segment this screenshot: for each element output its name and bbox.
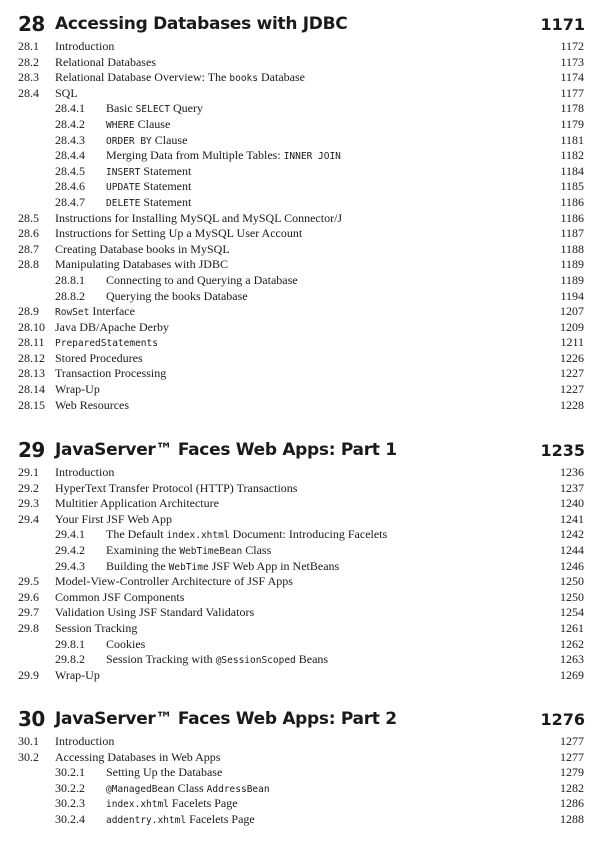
section-title — [106, 273, 298, 289]
toc-section-row — [0, 320, 600, 336]
section-title — [106, 796, 238, 813]
title-text: Connecting to and Querying a Database — [106, 272, 298, 287]
code-term: WebTimeBean — [179, 545, 243, 557]
toc-subsection-row — [0, 101, 600, 117]
page-number: 1187 — [560, 226, 584, 241]
section-title — [106, 637, 145, 653]
toc-subsection-row — [0, 796, 600, 812]
title-text: Introduction — [55, 39, 115, 53]
toc-section-row — [0, 512, 600, 528]
toc-section-row — [0, 574, 600, 590]
section-title — [55, 621, 137, 637]
section-number: 28.4 — [18, 85, 39, 100]
toc-subsection-row — [0, 164, 600, 180]
title-text: Database — [258, 70, 305, 85]
code-term: index.xhtml — [166, 530, 230, 542]
page-number: 1227 — [560, 382, 584, 397]
section-number: 28.5 — [18, 210, 39, 225]
title-text: Transaction Processing — [55, 366, 167, 381]
chapter-title: JavaServer™ Faces Web Apps: Part 1 — [55, 440, 397, 460]
toc-subsection-row — [0, 289, 600, 305]
section-title — [55, 398, 129, 414]
title-text: SQL — [55, 85, 78, 100]
section-number: 29.1 — [18, 465, 39, 479]
toc-subsection-row — [0, 133, 600, 149]
toc-section-row — [0, 481, 600, 497]
title-text: Instructions for Installing MySQL and MySQL Connector/J — [55, 210, 343, 225]
chapter-entries — [0, 734, 600, 828]
section-title — [55, 574, 293, 590]
code-term: DELETE — [106, 197, 141, 209]
chapter-number: 28 — [18, 12, 45, 36]
title-text: HyperText Transfer Protocol (HTTP) Transactions — [55, 480, 298, 495]
toc-subsection-row — [0, 179, 600, 195]
toc-subsection-row — [0, 652, 600, 668]
page-number: 1207 — [560, 304, 584, 319]
section-title — [55, 351, 143, 367]
chapter-entries — [0, 465, 600, 683]
page-number: 1211 — [560, 335, 584, 350]
section-title — [55, 465, 114, 481]
chapter-page: 1276 — [540, 710, 585, 729]
title-text: in MySQL — [174, 241, 230, 256]
page-number: 1250 — [560, 589, 584, 604]
page-number: 1228 — [560, 397, 584, 412]
title-text: Class — [242, 542, 272, 557]
chapter-29 — [0, 438, 600, 683]
toc-section-row — [0, 39, 600, 55]
section-title — [55, 750, 220, 766]
code-term: SELECT — [135, 104, 170, 116]
code-term: AddressBean — [206, 783, 270, 795]
section-title — [55, 366, 166, 382]
toc-section-row — [0, 70, 600, 86]
code-term: RowSet — [55, 307, 90, 319]
section-number: 28.4.4 — [55, 148, 85, 163]
page-number: 1186 — [560, 210, 584, 225]
page-number: 1279 — [560, 765, 584, 780]
toc-subsection-row — [0, 543, 600, 559]
section-number: 28.14 — [18, 382, 45, 397]
chapter-number: 29 — [18, 438, 45, 462]
title-text: Relational Databases — [55, 54, 156, 69]
section-number: 28.6 — [18, 226, 39, 241]
section-number: 30.2.2 — [55, 780, 85, 795]
title-text: Statement — [140, 179, 192, 194]
section-title — [106, 652, 328, 669]
chapter-title: JavaServer™ Faces Web Apps: Part 2 — [55, 709, 397, 729]
title-text: Setting Up the Database — [106, 765, 223, 780]
chapter-page: 1171 — [540, 15, 585, 34]
title-text: Statement — [140, 194, 192, 209]
code-term: WHERE — [106, 119, 135, 131]
page-number: 1237 — [560, 480, 584, 495]
chapter-heading — [0, 438, 600, 465]
section-number: 29.2 — [18, 480, 39, 495]
toc-section-row — [0, 605, 600, 621]
title-text: Clause — [134, 116, 171, 131]
code-term: INSERT — [106, 166, 141, 178]
section-title — [55, 320, 169, 336]
page-number: 1227 — [560, 366, 584, 381]
section-number: 29.4.2 — [55, 542, 85, 557]
section-title — [55, 605, 254, 621]
section-title — [106, 527, 387, 544]
section-number: 28.2 — [18, 54, 39, 69]
code-term: index.xhtml — [106, 799, 169, 811]
title-text: Manipulating Databases with JDBC — [55, 257, 228, 272]
page-number: 1194 — [560, 288, 584, 303]
title-text: Interface — [89, 304, 135, 319]
page-number: 1188 — [560, 241, 584, 256]
page-number: 1269 — [560, 667, 584, 682]
page-number: 1226 — [560, 350, 584, 365]
toc-section-row — [0, 590, 600, 606]
chapter-page: 1235 — [540, 441, 585, 460]
section-title — [55, 242, 230, 258]
toc-section-row — [0, 668, 600, 684]
section-number: 28.13 — [18, 366, 45, 381]
section-title — [55, 211, 342, 227]
title-text: Class — [174, 780, 207, 795]
section-title — [55, 226, 302, 242]
section-number: 30.2.4 — [55, 811, 85, 826]
title-text: Common JSF Components — [55, 589, 185, 604]
toc-section-row — [0, 382, 600, 398]
title-text: Instructions for Setting Up a MySQL User Account — [55, 226, 303, 241]
title-text: Facelets Page — [168, 796, 238, 811]
toc-subsection-row — [0, 781, 600, 797]
title-text: books — [146, 241, 175, 256]
toc-subsection-row — [0, 148, 600, 164]
title-text: The Default — [106, 527, 167, 542]
toc-section-row — [0, 335, 600, 351]
code-term: addentry.xhtml — [106, 814, 187, 826]
toc-section-row — [0, 621, 600, 637]
chapter-title: Accessing Databases with JDBC — [55, 14, 348, 34]
title-text: Wrap-Up — [55, 382, 100, 397]
toc-section-row — [0, 242, 600, 258]
section-title — [106, 164, 191, 181]
section-title — [106, 101, 203, 118]
section-title — [106, 543, 271, 560]
page-number: 1254 — [560, 605, 584, 620]
code-term: @ManagedBean — [106, 783, 175, 795]
page-number: 1263 — [560, 652, 584, 667]
section-title — [55, 70, 305, 87]
page-number: 1174 — [560, 70, 584, 85]
section-title — [55, 590, 184, 606]
title-text: Querying the — [106, 288, 172, 303]
title-text: Introduction — [55, 734, 115, 748]
section-title — [106, 117, 170, 134]
section-title — [55, 496, 219, 512]
section-number: 28.4.6 — [55, 179, 85, 194]
code-term: INNER JOIN — [283, 151, 341, 163]
title-text: Web Resources — [55, 397, 130, 412]
title-text: Accessing Databases in Web Apps — [55, 749, 221, 764]
page-number: 1172 — [560, 39, 584, 53]
section-number: 29.4.1 — [55, 527, 85, 542]
page-number: 1277 — [560, 734, 584, 748]
section-title — [55, 668, 100, 684]
section-number: 29.6 — [18, 589, 39, 604]
page-number: 1184 — [560, 163, 584, 178]
section-number: 28.4.3 — [55, 132, 85, 147]
title-text: books — [171, 288, 201, 303]
section-title — [106, 133, 187, 150]
toc-subsection-row — [0, 195, 600, 211]
section-number: 28.8 — [18, 257, 39, 272]
section-title — [55, 734, 114, 750]
section-number: 28.7 — [18, 241, 39, 256]
section-title — [55, 335, 158, 352]
toc-section-row — [0, 366, 600, 382]
page-number: 1241 — [560, 511, 584, 526]
title-text: Basic — [106, 101, 136, 116]
page-number: 1286 — [560, 796, 584, 811]
toc-section-row — [0, 351, 600, 367]
chapter-heading — [0, 707, 600, 734]
title-text: Query — [170, 101, 203, 116]
section-title — [55, 39, 114, 55]
page-number: 1177 — [560, 85, 584, 100]
chapter-number: 30 — [18, 707, 45, 731]
page-number: 1209 — [560, 319, 584, 334]
toc-subsection-row — [0, 559, 600, 575]
toc-subsection-row — [0, 812, 600, 828]
title-text: Merging Data from Multiple Tables: — [106, 148, 284, 163]
section-title — [106, 289, 248, 305]
title-text: Session Tracking with — [106, 652, 216, 667]
section-title — [55, 481, 297, 497]
toc-section-row — [0, 86, 600, 102]
chapter-28 — [0, 12, 600, 413]
page-number: 1186 — [560, 194, 584, 209]
section-number: 29.3 — [18, 496, 39, 511]
page-number: 1262 — [560, 636, 584, 651]
section-title — [106, 148, 341, 165]
page-number: 1185 — [560, 179, 584, 194]
page-number: 1277 — [560, 749, 584, 764]
section-title — [55, 512, 172, 528]
title-text: Facelets Page — [186, 811, 255, 826]
page-number: 1173 — [560, 54, 584, 69]
title-text: Java DB/Apache Derby — [55, 319, 169, 334]
toc-subsection-row — [0, 117, 600, 133]
toc-subsection-row — [0, 765, 600, 781]
section-number: 29.8.1 — [55, 636, 85, 651]
section-number: 28.8.2 — [55, 288, 85, 303]
section-title — [55, 304, 135, 321]
toc-section-row — [0, 55, 600, 71]
section-title — [55, 55, 156, 71]
toc-section-row — [0, 211, 600, 227]
section-number: 29.9 — [18, 667, 39, 682]
toc-section-row — [0, 226, 600, 242]
section-number: 29.4 — [18, 511, 39, 526]
title-text: Document: Introducing Facelets — [229, 527, 388, 542]
toc-section-row — [0, 496, 600, 512]
page-number: 1236 — [560, 465, 584, 479]
section-number: 28.4.7 — [55, 194, 85, 209]
section-title — [106, 812, 255, 829]
page-number: 1288 — [560, 811, 584, 826]
toc-subsection-row — [0, 273, 600, 289]
title-text: Model-View-Controller Architecture of JSF Apps — [55, 574, 293, 589]
section-number: 28.1 — [18, 39, 39, 53]
section-title — [55, 382, 100, 398]
section-title — [106, 781, 270, 798]
toc-section-row — [0, 398, 600, 414]
page-number: 1242 — [560, 527, 584, 542]
section-title — [55, 257, 228, 273]
section-title — [106, 765, 222, 781]
page-number: 1246 — [560, 558, 584, 573]
section-number: 28.4.2 — [55, 116, 85, 131]
chapter-heading — [0, 12, 600, 39]
section-number: 30.2.1 — [55, 765, 85, 780]
page-number: 1261 — [560, 620, 584, 635]
code-term: UPDATE — [106, 182, 141, 194]
section-number: 28.4.5 — [55, 163, 85, 178]
toc-section-row — [0, 750, 600, 766]
toc-section-row — [0, 304, 600, 320]
code-term: books — [229, 73, 258, 85]
title-text: Validation Using JSF Standard Validators — [55, 605, 255, 620]
page-number: 1179 — [560, 116, 584, 131]
section-number: 28.3 — [18, 70, 39, 85]
section-title — [106, 179, 191, 196]
page-number: 1282 — [560, 780, 584, 795]
page-number: 1240 — [560, 496, 584, 511]
section-number: 30.1 — [18, 734, 39, 748]
title-text: Examining the — [106, 542, 180, 557]
title-text: Relational Database Overview: The — [55, 70, 230, 85]
title-text: Introduction — [55, 465, 115, 479]
title-text: JSF Web App in NetBeans — [208, 558, 340, 573]
title-text: Stored Procedures — [55, 350, 143, 365]
section-number: 29.8.2 — [55, 652, 85, 667]
toc-subsection-row — [0, 527, 600, 543]
section-title — [106, 195, 191, 212]
section-number: 28.11 — [18, 335, 45, 350]
toc-section-row — [0, 257, 600, 273]
chapter-30 — [0, 707, 600, 828]
section-number: 29.8 — [18, 620, 39, 635]
toc-subsection-row — [0, 637, 600, 653]
section-number: 28.4.1 — [55, 101, 85, 116]
title-text: Multitier Application Architecture — [55, 496, 219, 511]
toc-section-row — [0, 734, 600, 750]
section-number: 30.2.3 — [55, 796, 85, 811]
section-number: 29.4.3 — [55, 558, 85, 573]
title-text: Cookies — [106, 636, 146, 651]
title-text: Database — [200, 288, 248, 303]
section-number: 28.15 — [18, 397, 45, 412]
page-number: 1181 — [560, 132, 584, 147]
section-title — [55, 86, 78, 102]
section-number: 28.9 — [18, 304, 39, 319]
code-term: ORDER BY — [106, 135, 152, 147]
toc-section-row — [0, 465, 600, 481]
title-text: Session Tracking — [55, 620, 138, 635]
title-text: Statement — [140, 163, 192, 178]
title-text: Creating Database — [55, 241, 147, 256]
code-term: WebTime — [168, 561, 209, 573]
section-number: 28.12 — [18, 350, 45, 365]
title-text: Beans — [295, 652, 329, 667]
section-number: 30.2 — [18, 749, 39, 764]
page-number: 1182 — [560, 148, 584, 163]
title-text: Building the — [106, 558, 169, 573]
page-number: 1189 — [560, 272, 584, 287]
page-number: 1189 — [560, 257, 584, 272]
title-text: Wrap-Up — [55, 667, 100, 682]
title-text: Clause — [151, 132, 188, 147]
section-number: 29.5 — [18, 574, 39, 589]
section-title — [106, 559, 339, 576]
page-number: 1178 — [560, 101, 584, 116]
code-term: @SessionScoped — [215, 655, 296, 667]
section-number: 29.7 — [18, 605, 39, 620]
page-number: 1244 — [560, 542, 584, 557]
section-number: 28.8.1 — [55, 272, 85, 287]
chapter-entries — [0, 39, 600, 413]
page-number: 1250 — [560, 574, 584, 589]
code-term: PreparedStatements — [55, 338, 158, 350]
title-text: Your First JSF Web App — [55, 511, 172, 526]
section-number: 28.10 — [18, 319, 45, 334]
